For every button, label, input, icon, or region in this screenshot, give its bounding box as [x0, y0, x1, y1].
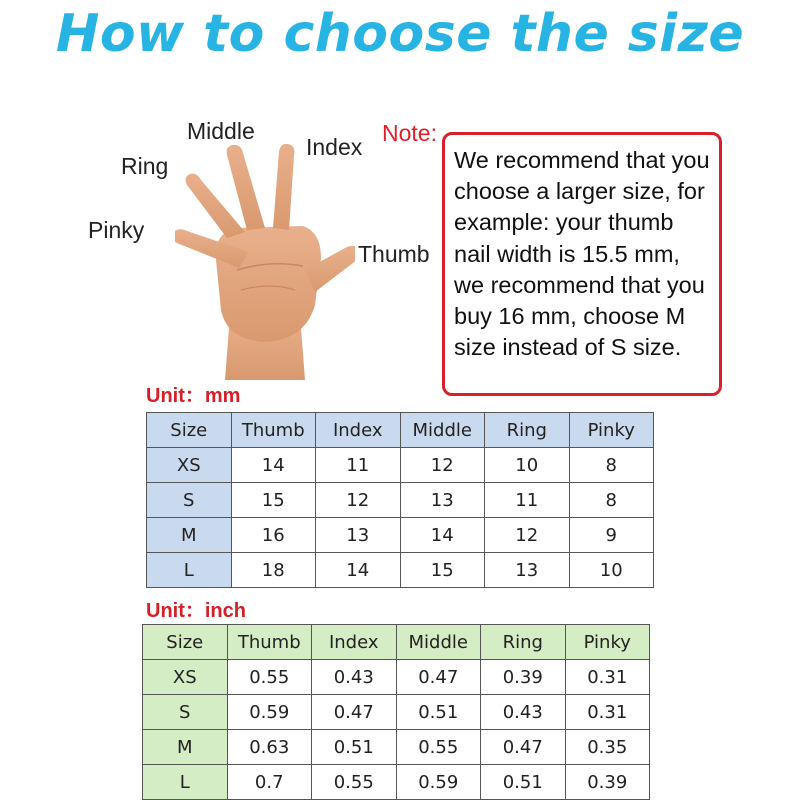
header-cell: Size	[147, 413, 232, 448]
table-cell: 0.59	[227, 695, 312, 730]
table-row	[147, 448, 654, 483]
size-cell: S	[147, 483, 232, 518]
label-thumb: Thumb	[358, 241, 430, 267]
note-label: Note:	[382, 120, 437, 146]
table-row	[143, 695, 650, 730]
header-cell: Index	[316, 413, 401, 448]
table-cell: 0.47	[396, 660, 481, 695]
unit-label-inch: Unit：inch	[146, 600, 246, 622]
size-cell: L	[143, 765, 228, 800]
header-cell: Size	[143, 625, 228, 660]
table-cell: 13	[400, 483, 485, 518]
table-cell: 0.39	[565, 765, 650, 800]
label-index: Index	[306, 134, 363, 160]
note-text: We recommend that you choose a larger size, for example: your thumb nail width is 15.5 mm, we recommend that you buy 16 mm, choose M size instead of S size.	[454, 147, 710, 361]
table-cell: 0.51	[481, 765, 566, 800]
size-table-mm	[146, 412, 654, 588]
table-cell: 13	[316, 518, 401, 553]
header-cell: Pinky	[569, 413, 654, 448]
table-cell: 9	[569, 518, 654, 553]
table-cell: 0.7	[227, 765, 312, 800]
table-cell: 0.51	[312, 730, 397, 765]
header-cell: Middle	[396, 625, 481, 660]
table-row	[143, 660, 650, 695]
size-cell: L	[147, 553, 232, 588]
label-middle: Middle	[187, 118, 255, 144]
table-cell: 11	[485, 483, 570, 518]
header-cell: Thumb	[231, 413, 316, 448]
label-pinky: Pinky	[88, 217, 145, 243]
table-header-row	[147, 413, 654, 448]
table-cell: 0.55	[396, 730, 481, 765]
size-cell: XS	[147, 448, 232, 483]
table-cell: 0.31	[565, 660, 650, 695]
table-cell: 14	[316, 553, 401, 588]
size-table-inch	[142, 624, 650, 800]
table-cell: 8	[569, 448, 654, 483]
header-cell: Ring	[481, 625, 566, 660]
size-cell: M	[143, 730, 228, 765]
table-cell: 8	[569, 483, 654, 518]
table-cell: 12	[316, 483, 401, 518]
hand-icon	[175, 140, 355, 380]
table-cell: 14	[231, 448, 316, 483]
table-row	[147, 553, 654, 588]
table-row	[143, 765, 650, 800]
table-cell: 0.47	[481, 730, 566, 765]
table-cell: 15	[400, 553, 485, 588]
unit-label-mm: Unit：mm	[146, 385, 241, 407]
table-cell: 0.59	[396, 765, 481, 800]
table-cell: 0.39	[481, 660, 566, 695]
table-cell: 15	[231, 483, 316, 518]
table-cell: 10	[485, 448, 570, 483]
table-cell: 0.51	[396, 695, 481, 730]
table-cell: 16	[231, 518, 316, 553]
header-cell: Middle	[400, 413, 485, 448]
size-cell: XS	[143, 660, 228, 695]
table-row	[147, 518, 654, 553]
table-cell: 0.31	[565, 695, 650, 730]
table-cell: 0.47	[312, 695, 397, 730]
table-cell: 18	[231, 553, 316, 588]
table-cell: 11	[316, 448, 401, 483]
header-cell: Index	[312, 625, 397, 660]
table-cell: 0.43	[312, 660, 397, 695]
table-cell: 0.55	[312, 765, 397, 800]
table-cell: 12	[400, 448, 485, 483]
label-ring: Ring	[121, 153, 169, 179]
table-cell: 0.63	[227, 730, 312, 765]
table-cell: 13	[485, 553, 570, 588]
header-cell: Ring	[485, 413, 570, 448]
table-cell: 0.35	[565, 730, 650, 765]
hand-illustration	[80, 110, 440, 380]
table-cell: 0.43	[481, 695, 566, 730]
header-cell: Pinky	[565, 625, 650, 660]
table-cell: 14	[400, 518, 485, 553]
table-cell: 10	[569, 553, 654, 588]
page-title: How to choose the size	[55, 4, 745, 64]
table-cell: 0.55	[227, 660, 312, 695]
size-cell: M	[147, 518, 232, 553]
size-cell: S	[143, 695, 228, 730]
table-cell: 12	[485, 518, 570, 553]
header-cell: Thumb	[227, 625, 312, 660]
table-row	[143, 730, 650, 765]
table-row	[147, 483, 654, 518]
table-header-row	[143, 625, 650, 660]
note-box	[442, 132, 722, 396]
